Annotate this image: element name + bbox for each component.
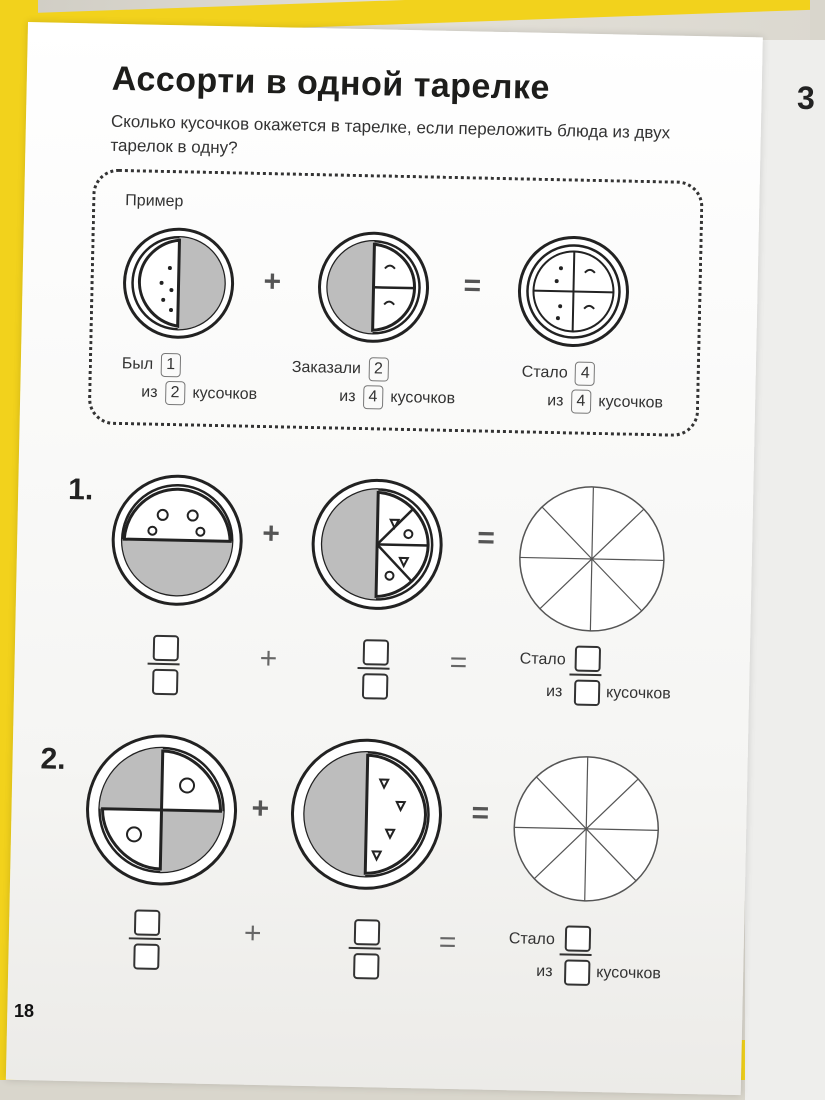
- task-1-result-prefix: Стало: [519, 650, 566, 669]
- task-1-equals-icon: =: [476, 521, 496, 555]
- example-middle-denominator: 4: [363, 385, 383, 409]
- example-box: [88, 168, 704, 437]
- fraction-line: [358, 667, 390, 670]
- divided-circle-icon: [515, 482, 668, 635]
- task-2-plus: +: [243, 916, 262, 951]
- pizza-half-top-icon: [111, 474, 244, 607]
- example-middle-numerator: 2: [368, 357, 388, 381]
- task-2-a-numerator[interactable]: [134, 909, 161, 936]
- fraction-line: [569, 673, 601, 676]
- task-2-result-numerator[interactable]: [565, 925, 592, 952]
- task-2-result-denominator[interactable]: [564, 959, 591, 986]
- task-2-equals-icon: =: [471, 796, 490, 830]
- example-right-denominator: 4: [571, 389, 591, 413]
- task-1-equals: =: [449, 645, 468, 680]
- example-middle-prefix: Заказали: [291, 358, 362, 378]
- pizza-two-quarters-icon: [85, 733, 238, 886]
- fraction-line: [560, 953, 592, 956]
- pizza-whole-icon: [517, 235, 629, 347]
- example-right-unit: кусочков: [598, 393, 664, 412]
- example-right-prefix: Стало: [521, 363, 568, 382]
- task-1-b-denominator[interactable]: [362, 673, 389, 700]
- fraction-line: [349, 947, 381, 950]
- task-1-result-unit: кусочков: [605, 684, 671, 703]
- task-2-b-denominator[interactable]: [353, 953, 380, 980]
- pizza-quarter-icon: [317, 231, 429, 343]
- task-1-plus: +: [259, 641, 278, 676]
- example-left-numerator: 1: [160, 353, 180, 377]
- pizza-half-right-icon: [290, 738, 443, 891]
- task-1-result-numerator[interactable]: [575, 646, 602, 673]
- page-subtitle: Сколько кусочков окажется в тарелке, если переложить блюда из двух тарелок в одну?: [110, 111, 671, 158]
- page-number: 18: [13, 1001, 35, 1021]
- example-plus: +: [263, 264, 282, 299]
- task-2-result-of: из: [536, 962, 553, 981]
- task-1-a-denominator[interactable]: [152, 669, 179, 696]
- task-2-equals: =: [438, 925, 457, 960]
- task-1-plus-icon: +: [261, 517, 281, 551]
- example-label: Пример: [125, 192, 184, 211]
- page-title: Ассорти в одной тарелке: [111, 59, 551, 107]
- example-left-of: из: [141, 383, 158, 402]
- fraction-line: [148, 663, 180, 666]
- task-1-result-of: из: [545, 682, 563, 701]
- next-page-number: 3: [797, 80, 815, 116]
- task-1-a-numerator[interactable]: [153, 635, 180, 662]
- task-2-number: 2.: [40, 742, 66, 776]
- divided-circle-icon: [510, 752, 663, 905]
- pizza-half-icon: [122, 227, 234, 339]
- example-middle-of: из: [339, 387, 356, 406]
- fraction-line: [129, 937, 161, 940]
- example-left-denominator: 2: [165, 381, 185, 405]
- example-left-prefix: Был: [121, 355, 154, 373]
- task-2-b-numerator[interactable]: [354, 919, 381, 946]
- task-2-a-denominator[interactable]: [133, 943, 160, 970]
- task-2-plus-icon: +: [251, 791, 270, 826]
- task-1-b-numerator[interactable]: [363, 639, 390, 666]
- task-1-number: 1.: [67, 472, 94, 507]
- task-2-result-prefix: Стало: [508, 930, 556, 949]
- task-1-result-denominator[interactable]: [574, 680, 601, 707]
- task-2-result-unit: кусочков: [596, 964, 662, 983]
- example-left-unit: кусочков: [192, 384, 258, 404]
- pizza-eighth-icon: [311, 478, 444, 611]
- workbook-page: [6, 22, 763, 1095]
- example-middle-unit: кусочков: [390, 388, 456, 408]
- example-right-of: из: [547, 392, 564, 410]
- example-right-numerator: 4: [575, 362, 595, 386]
- example-equals: =: [463, 269, 482, 303]
